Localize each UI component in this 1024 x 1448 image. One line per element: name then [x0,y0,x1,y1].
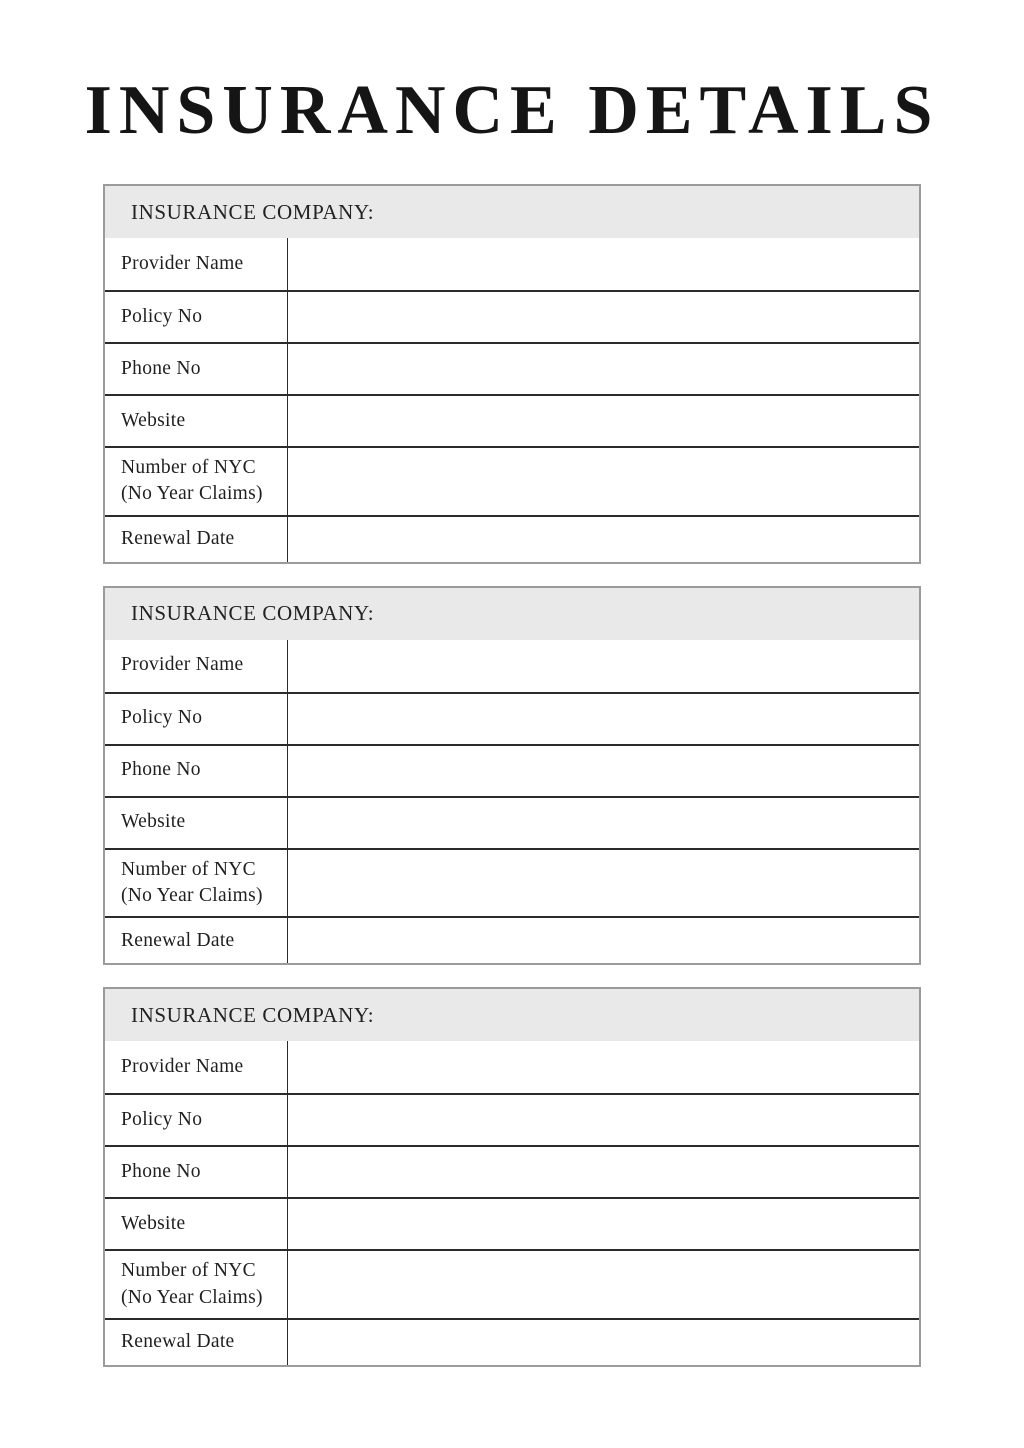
phone-no-input[interactable] [288,746,919,796]
renewal-date-input[interactable] [288,1320,919,1365]
field-row-policy-no [105,1093,919,1145]
phone-no-input[interactable] [288,344,919,394]
section-header: INSURANCE COMPANY: [105,989,919,1041]
field-label: Renewal Date [105,1320,288,1365]
page-title: INSURANCE DETAILS [84,72,940,149]
section-header: INSURANCE COMPANY: [105,186,919,238]
renewal-date-input[interactable] [288,517,919,562]
field-row-nyc [105,446,919,515]
field-row-renewal-date [105,1318,919,1365]
field-label: Provider Name [105,1041,288,1093]
field-label: Website [105,798,288,848]
field-row-phone-no [105,1145,919,1197]
field-row-policy-no [105,290,919,342]
field-row-renewal-date [105,916,919,963]
field-row-phone-no [105,342,919,394]
field-label: Renewal Date [105,517,288,562]
insurance-section-3 [103,987,921,1367]
field-label: Number of NYC (No Year Claims) [105,1251,288,1318]
field-label: Provider Name [105,238,288,290]
field-label: Policy No [105,1095,288,1145]
policy-no-input[interactable] [288,694,919,744]
field-label: Phone No [105,746,288,796]
field-row-website [105,394,919,446]
field-label: Phone No [105,344,288,394]
field-label: Policy No [105,694,288,744]
nyc-input[interactable] [288,1251,919,1318]
field-row-provider-name [105,238,919,290]
policy-no-input[interactable] [288,1095,919,1145]
policy-no-input[interactable] [288,292,919,342]
field-row-renewal-date [105,515,919,562]
field-row-phone-no [105,744,919,796]
renewal-date-input[interactable] [288,918,919,963]
field-label: Provider Name [105,640,288,692]
section-header: INSURANCE COMPANY: [105,588,919,640]
website-input[interactable] [288,1199,919,1249]
field-row-policy-no [105,692,919,744]
provider-name-input[interactable] [288,1041,919,1093]
nyc-input[interactable] [288,850,919,917]
provider-name-input[interactable] [288,640,919,692]
insurance-section-1 [103,184,921,564]
field-label: Website [105,1199,288,1249]
provider-name-input[interactable] [288,238,919,290]
website-input[interactable] [288,396,919,446]
nyc-input[interactable] [288,448,919,515]
field-row-nyc [105,848,919,917]
field-row-nyc [105,1249,919,1318]
field-label: Policy No [105,292,288,342]
field-row-website [105,1197,919,1249]
field-label: Phone No [105,1147,288,1197]
form-sections [0,184,1024,1367]
field-row-website [105,796,919,848]
field-label: Website [105,396,288,446]
field-label: Number of NYC (No Year Claims) [105,850,288,917]
website-input[interactable] [288,798,919,848]
phone-no-input[interactable] [288,1147,919,1197]
field-label: Renewal Date [105,918,288,963]
insurance-section-2 [103,586,921,966]
field-row-provider-name [105,1041,919,1093]
field-label: Number of NYC (No Year Claims) [105,448,288,515]
field-row-provider-name [105,640,919,692]
